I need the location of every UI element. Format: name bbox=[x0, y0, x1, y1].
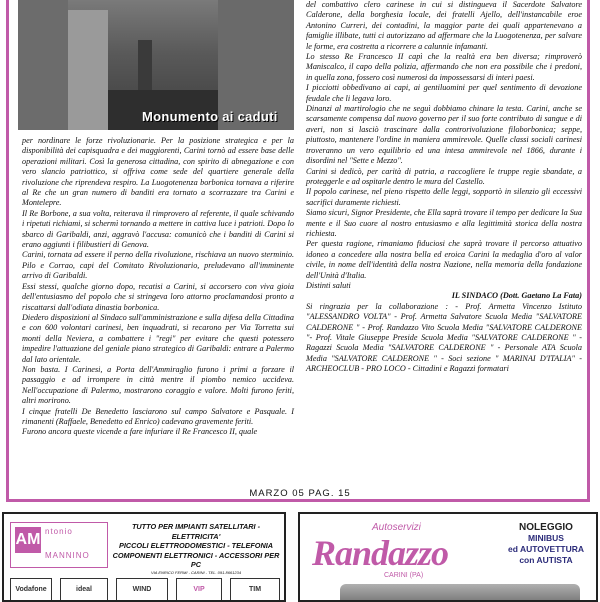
paragraph: per nordinare le forze rivoluzionarie. Per la posizione strategica e per la disponibilità dei capisquadra e dei maggiorenti, Carini tornò ad essere base delle operazioni militari. Così la generosa cittadina, con spirito di abnegazione e con vero slancio patriottico, si offriva come sede del quartiere generale della rivoluzione che riprendeva respiro. La Luogotenenza borbonica tornava a riferire al Re che un gran numero di banditi era tornato a scorrazzare tra Carini e Montelepre. bbox=[22, 136, 294, 208]
logo-letters: AM bbox=[15, 527, 41, 553]
brand-logo: VIP bbox=[176, 578, 222, 602]
paragraph: del combattivo clero carinese in cui si distingueva il Sacerdote Salvatore Calderone, della borghesia locale, dei fratelli Ajello, dell'instancabile eroe Antonino Curreri, dei contadini, la maggior parte dei quali appartenevano a famiglie illibate, tutti ci autorizzano ad affermare che la Luogotenenza, per salvare le forme, era costretta a ricorrere a calunnie infamanti. bbox=[306, 0, 582, 51]
noleggio-label: NOLEGGIO bbox=[519, 522, 573, 533]
advert-mannino[interactable] bbox=[2, 512, 286, 602]
paragraph: Lo stesso Re Francesco II capì che la realtà era ben diversa; rimproverò Maniscalco, il capo della polizia, affermando che non era possibile che i predoni, in quella zona, fossero così numerosi da impossessarsi di interi paesi. bbox=[306, 52, 582, 82]
photo-caption: Monumento ai caduti bbox=[142, 109, 278, 124]
noleggio-block bbox=[496, 522, 596, 566]
services-line: TUTTO PER IMPIANTI SATELLITARI - ELETTRICITA' bbox=[131, 522, 261, 541]
minibus-label: MINIBUS bbox=[528, 533, 564, 543]
paragraph: Dinanzi al martirologio che ne seguì dobbiamo chinare la testa. Carini, anche se scarsamente compensa dal nuovo governo per il suo forte contributo di sangue e di averi, non si lasciò trascinare dalla controrivoluzione filoborbonica; seppe, piuttosto, mantenere l'ordine in maniera ammirevole. Quelle classi sociali carinesi troveranno un vero equilibrio ed una intesa ammirevole nel 1866, durante i disordini nel "Sette e Mezzo". bbox=[306, 104, 582, 166]
randazzo-city: CARINI (PA) bbox=[384, 572, 424, 579]
brand-logo: ideal bbox=[60, 578, 108, 602]
thanks-paragraph: Si ringrazia per la collaborazione : - Prof. Armetta Vincenzo Istituto "ALESSANDRO VOLTA" - Prof. Armetta Salvatore Scuola Media "SALVATORE CALDERONE " - Prof. Randazzo Vito Scuola Media "SALVATORE CALDERONE "- Prof. Vitale Giuseppe Preside Scuola Media "SALVATORE CALDERONE " - Ragazzi Scuola Media "SALVATORE CALDERONE " - Personale ATA Scuola Media "SALVATORE CALDERONE " - Soci sezione " MARINAI D'ITALIA" - ARCHEOCLUB - PRO LOCO - Cittadini e Ragazzi formatari bbox=[306, 301, 582, 374]
monument-photo bbox=[18, 0, 294, 130]
paragraph: Furono ancora queste vicende a fare infuriare il Re Francesco II, quale bbox=[22, 427, 258, 437]
page-footer: MARZO 05 PAG. 15 bbox=[249, 488, 351, 499]
paragraph: Il popolo carinese, nel pieno rispetto delle leggi, sopportò in silenzio gli eccessivi sacrifici duramente richiesti. bbox=[306, 187, 582, 207]
paragraph: Distinti saluti bbox=[306, 280, 351, 290]
bus-image bbox=[340, 584, 580, 602]
signature: IL SINDACO (Dott. Gaetano La Fata) bbox=[451, 291, 582, 301]
right-column bbox=[306, 0, 582, 375]
services-line: COMPONENTI ELETTRONICI - ACCESSORI PER PC bbox=[112, 550, 280, 570]
advert-randazzo[interactable] bbox=[298, 512, 598, 602]
paragraph: Il Re Borbone, a sua volta, reiterava il rimprovero al referente, il quale schivando i ripetuti richiami, si schermì tornando a mettere in cattiva luce i patrioti. Dopo lo sbarco di Garibaldi, anzi, aggravò l'accusa: comunicò che i banditi di Carini si erano aggiunti i filibustieri di Genova. bbox=[22, 208, 294, 250]
paragraph: Essi stessi, qualche giorno dopo, recatisi a Carini, si accorsero con viva gioia dell'entusiasmo del popolo che si stringeva loro attorno proclamandosi pronto a riscattarsi dall'odiata dinastia borbonica. bbox=[22, 281, 294, 312]
paragraph: Per questa ragione, rimaniamo fiduciosi che saprà trovare il percorso attuativo idoneo a concedere alla nostra bella ed eroica Carini la medaglia d'oro al valor civile, in nome dell'identità della nostra Nazione, nella memoria della fondazione dell'Unità d'Italia. bbox=[306, 239, 582, 280]
brand-logo: TIM bbox=[230, 578, 280, 602]
paragraph: Diedero disposizioni al Sindaco sull'amministrazione e sulla difesa della Cittadina e con 600 volontari carinesi, ben inquadrati, si recarono per Via Torretta sui monti della Neviera, a combattere i "regi" per evitare che questi potessero impedire l'attuazione del geniale piano strategico di Garibaldi: entrare a Palermo dal lato orientale. bbox=[22, 312, 294, 364]
logo-bottom-text: MANNINO bbox=[45, 551, 90, 560]
autoservizi-label: Autoservizi bbox=[372, 522, 421, 533]
logo-top-text: ntonio bbox=[45, 527, 73, 536]
paragraph: Siamo sicuri, Signor Presidente, che Ella saprà trovare il tempo per dedicare la Sua mente e il Suo cuore al nostro entusiasmo e alla legittimità storica della nostra richiesta. bbox=[306, 208, 582, 238]
services-address: VIA ENRICO FERMI - CARINI - TEL. 091.8661234 bbox=[150, 569, 242, 575]
paragraph: Carini si dedicò, per carità di patria, a raccogliere le truppe regie sbandate, a proteggerle e ad ospitarle dentro le mura del Castello. bbox=[306, 166, 582, 186]
autovettura-label: ed AUTOVETTURA bbox=[507, 544, 585, 554]
autista-label: con AUTISTA bbox=[519, 555, 573, 565]
paragraph: Non basta. I Carinesi, a Porta dell'Ammiraglio furono i primi a forzare il passaggio e ad irrompere in città mentre il piombo nemico uccideva. Nell'occupazione di Palermo, mostrarono coraggio e valore. Molti furono feriti, altri morirono. bbox=[22, 364, 294, 406]
services-line: PICCOLI ELETTRODOMESTICI - TELEFONIA bbox=[118, 541, 274, 551]
brand-logo: Vodafone bbox=[10, 578, 52, 602]
brand-logos bbox=[10, 578, 280, 602]
paragraph: I picciotti obbedivano ai capi, ai gentiluomini per quel sentimento di devozione feudale che li legava loro. bbox=[306, 83, 582, 103]
left-column bbox=[22, 136, 294, 438]
randazzo-name: Randazzo bbox=[312, 533, 449, 573]
mannino-services bbox=[110, 522, 282, 576]
paragraph: I cinque fratelli De Benedetto lasciarono sul campo Salvatore e Pasquale. I rimanenti (Raffaele, Benedetto ed Enrico) cadevano gravemente feriti. bbox=[22, 406, 294, 426]
mannino-logo bbox=[10, 522, 108, 568]
brand-logo: WIND bbox=[116, 578, 168, 602]
paragraph: Carini, tornata ad essere il perno della rivoluzione, rischiava un nuovo sterminio. Pilo e Corrao, capi del Comitato Rivoluzionario, preludevano all'imminente arrivo di Garibaldi. bbox=[22, 250, 294, 281]
